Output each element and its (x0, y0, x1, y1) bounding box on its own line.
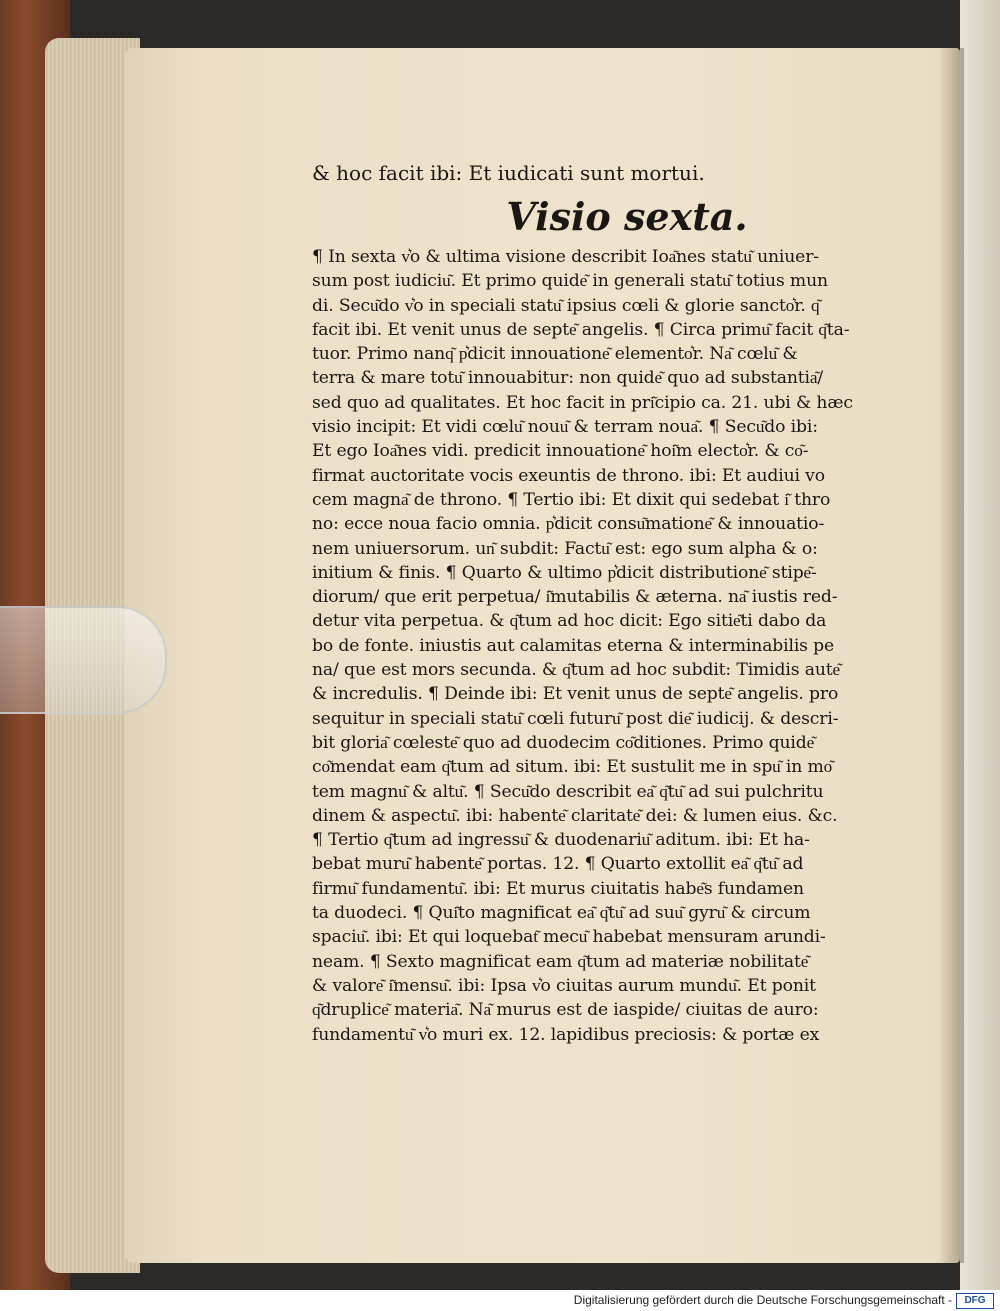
page-holder-clip (0, 606, 167, 714)
text-line: terra & mare totu͂ innouabitur: non quide͂ quo ad substantia͂/ (312, 368, 823, 389)
text-line: neam. ¶ Sexto magnificat eam q͂tum ad materiæ nobilitate͂ (312, 951, 809, 972)
text-line: sequitur in speciali statu͂ cœli futuru͂ post die͂ iudicij. & descri- (312, 708, 839, 729)
text-line: cem magna͂ de throno. ¶ Tertio ibi: Et dixit qui sedebat i͂ thro (312, 489, 831, 510)
text-line: sed quo ad qualitates. Et hoc facit in pri͂cipio ca. 21. ubi & hæc (312, 392, 853, 413)
text-line: spaciu͂. ibi: Et qui loquebat͂ mecu͂ habebat mensuram arundi- (312, 927, 826, 948)
text-line: co͂mendat eam q͂tum ad situm. ibi: Et sustulit me in spu͂ in mo͂ (312, 757, 833, 778)
footer-bar (0, 1290, 1000, 1311)
text-line: bit gloria͂ cœleste͂ quo ad duodecim co͂ditiones. Primo quide͂ (312, 732, 815, 753)
page-text (312, 160, 912, 1047)
text-line: firmat auctoritate vocis exeuntis de throno. ibi: Et audiui vo (312, 465, 825, 486)
text-line: bo de fonte. iniustis aut calamitas eterna & interminabilis pe (312, 635, 835, 656)
facing-page-edge (960, 0, 1000, 1290)
text-line: dinem & aspectu͂. ibi: habente͂ claritate͂ dei: & lumen eius. &c. (312, 805, 838, 826)
text-line: & valore͂ i͂mensu͂. ibi: Ipsa v͛o ciuitas aurum mundu͂. Et ponit (312, 975, 816, 996)
text-line: visio incipit: Et vidi cœlu͂ nouu͂ & terram noua͂. ¶ Secu͂do ibi: (312, 417, 818, 438)
text-line: tem magnu͂ & altu͂. ¶ Secu͂do describit ea͂ q͂tu͂ ad sui pulchritu (312, 781, 824, 802)
text-line: diorum/ que erit perpetua/ i͂mutabilis & æterna. na͂ iustis red- (312, 587, 838, 608)
text-line: bebat muru͂ habente͂ portas. 12. ¶ Quarto extollit ea͂ q͂tu͂ ad (312, 854, 804, 875)
funding-credit: Digitalisierung gefördert durch die Deutsche Forschungsgemeinschaft - (573, 1293, 952, 1307)
text-line: Et ego Ioa͂nes vidi. predicit innouatione͂ hoi͂m electo͛r. & co͂- (312, 441, 809, 462)
text-line: ¶ Tertio q͂tum ad ingressu͂ & duodenariu͂ aditum. ibi: Et ha- (312, 830, 810, 851)
first-line: & hoc facit ibi: Et iudicati sunt mortui. (312, 161, 705, 185)
text-line: fundamentu͂ v͛o muri ex. 12. lapidibus preciosis: & portæ ex (312, 1024, 820, 1045)
page-gutter (938, 48, 964, 1263)
body-text (312, 245, 912, 1047)
text-line: ta duodeci. ¶ Qui͂to magnificat ea͂ q͂tu͂ ad suu͂ gyru͂ & circum (312, 903, 811, 924)
text-line: na/ que est mors secunda. & q͂tum ad hoc subdit: Timidis aute͂ (312, 660, 840, 681)
text-line: q͂druplice͂ materia͂. Na͂ murus est de iaspide/ ciuitas de auro: (312, 1000, 819, 1021)
text-line: di. Secu͂do v͛o in speciali statu͂ ipsius cœli & glorie sancto͛r. q͂ (312, 295, 820, 316)
text-line: tuor. Primo nanq͂ p͛dicit innouatione͂ elemento͛r. Na͂ cœlu͂ & (312, 344, 798, 365)
text-line: no: ecce noua facio omnia. p͛dicit consu͂matione͂ & innouatio- (312, 514, 825, 535)
text-line: initium & finis. ¶ Quarto & ultimo p͛dicit distributione͂ stipe͂- (312, 562, 817, 583)
section-heading: Visio sexta. (506, 194, 748, 239)
text-line: ¶ In sexta v͛o & ultima visione describit Ioa͂nes statu͂ uniuer- (312, 247, 819, 267)
text-line: facit ibi. Et venit unus de septe͂ angelis. ¶ Circa primu͂ facit q͂ta- (312, 319, 850, 340)
text-line: firmu͂ fundamentu͂. ibi: Et murus ciuitatis habe͂s fundamen (312, 878, 804, 899)
text-line: & incredulis. ¶ Deinde ibi: Et venit unus de septe͂ angelis. pro (312, 684, 839, 705)
text-line: nem uniuersorum. un͂ subdit: Factu͂ est: ego sum alpha & o: (312, 538, 818, 559)
text-line: sum post iudiciu͂. Et primo quide͂ in generali statu͂ totius mun (312, 271, 828, 292)
text-line: detur vita perpetua. & q͂tum ad hoc dicit: Ego sitie͂ti dabo da (312, 611, 827, 632)
dfg-logo[interactable]: DFG (956, 1293, 994, 1309)
